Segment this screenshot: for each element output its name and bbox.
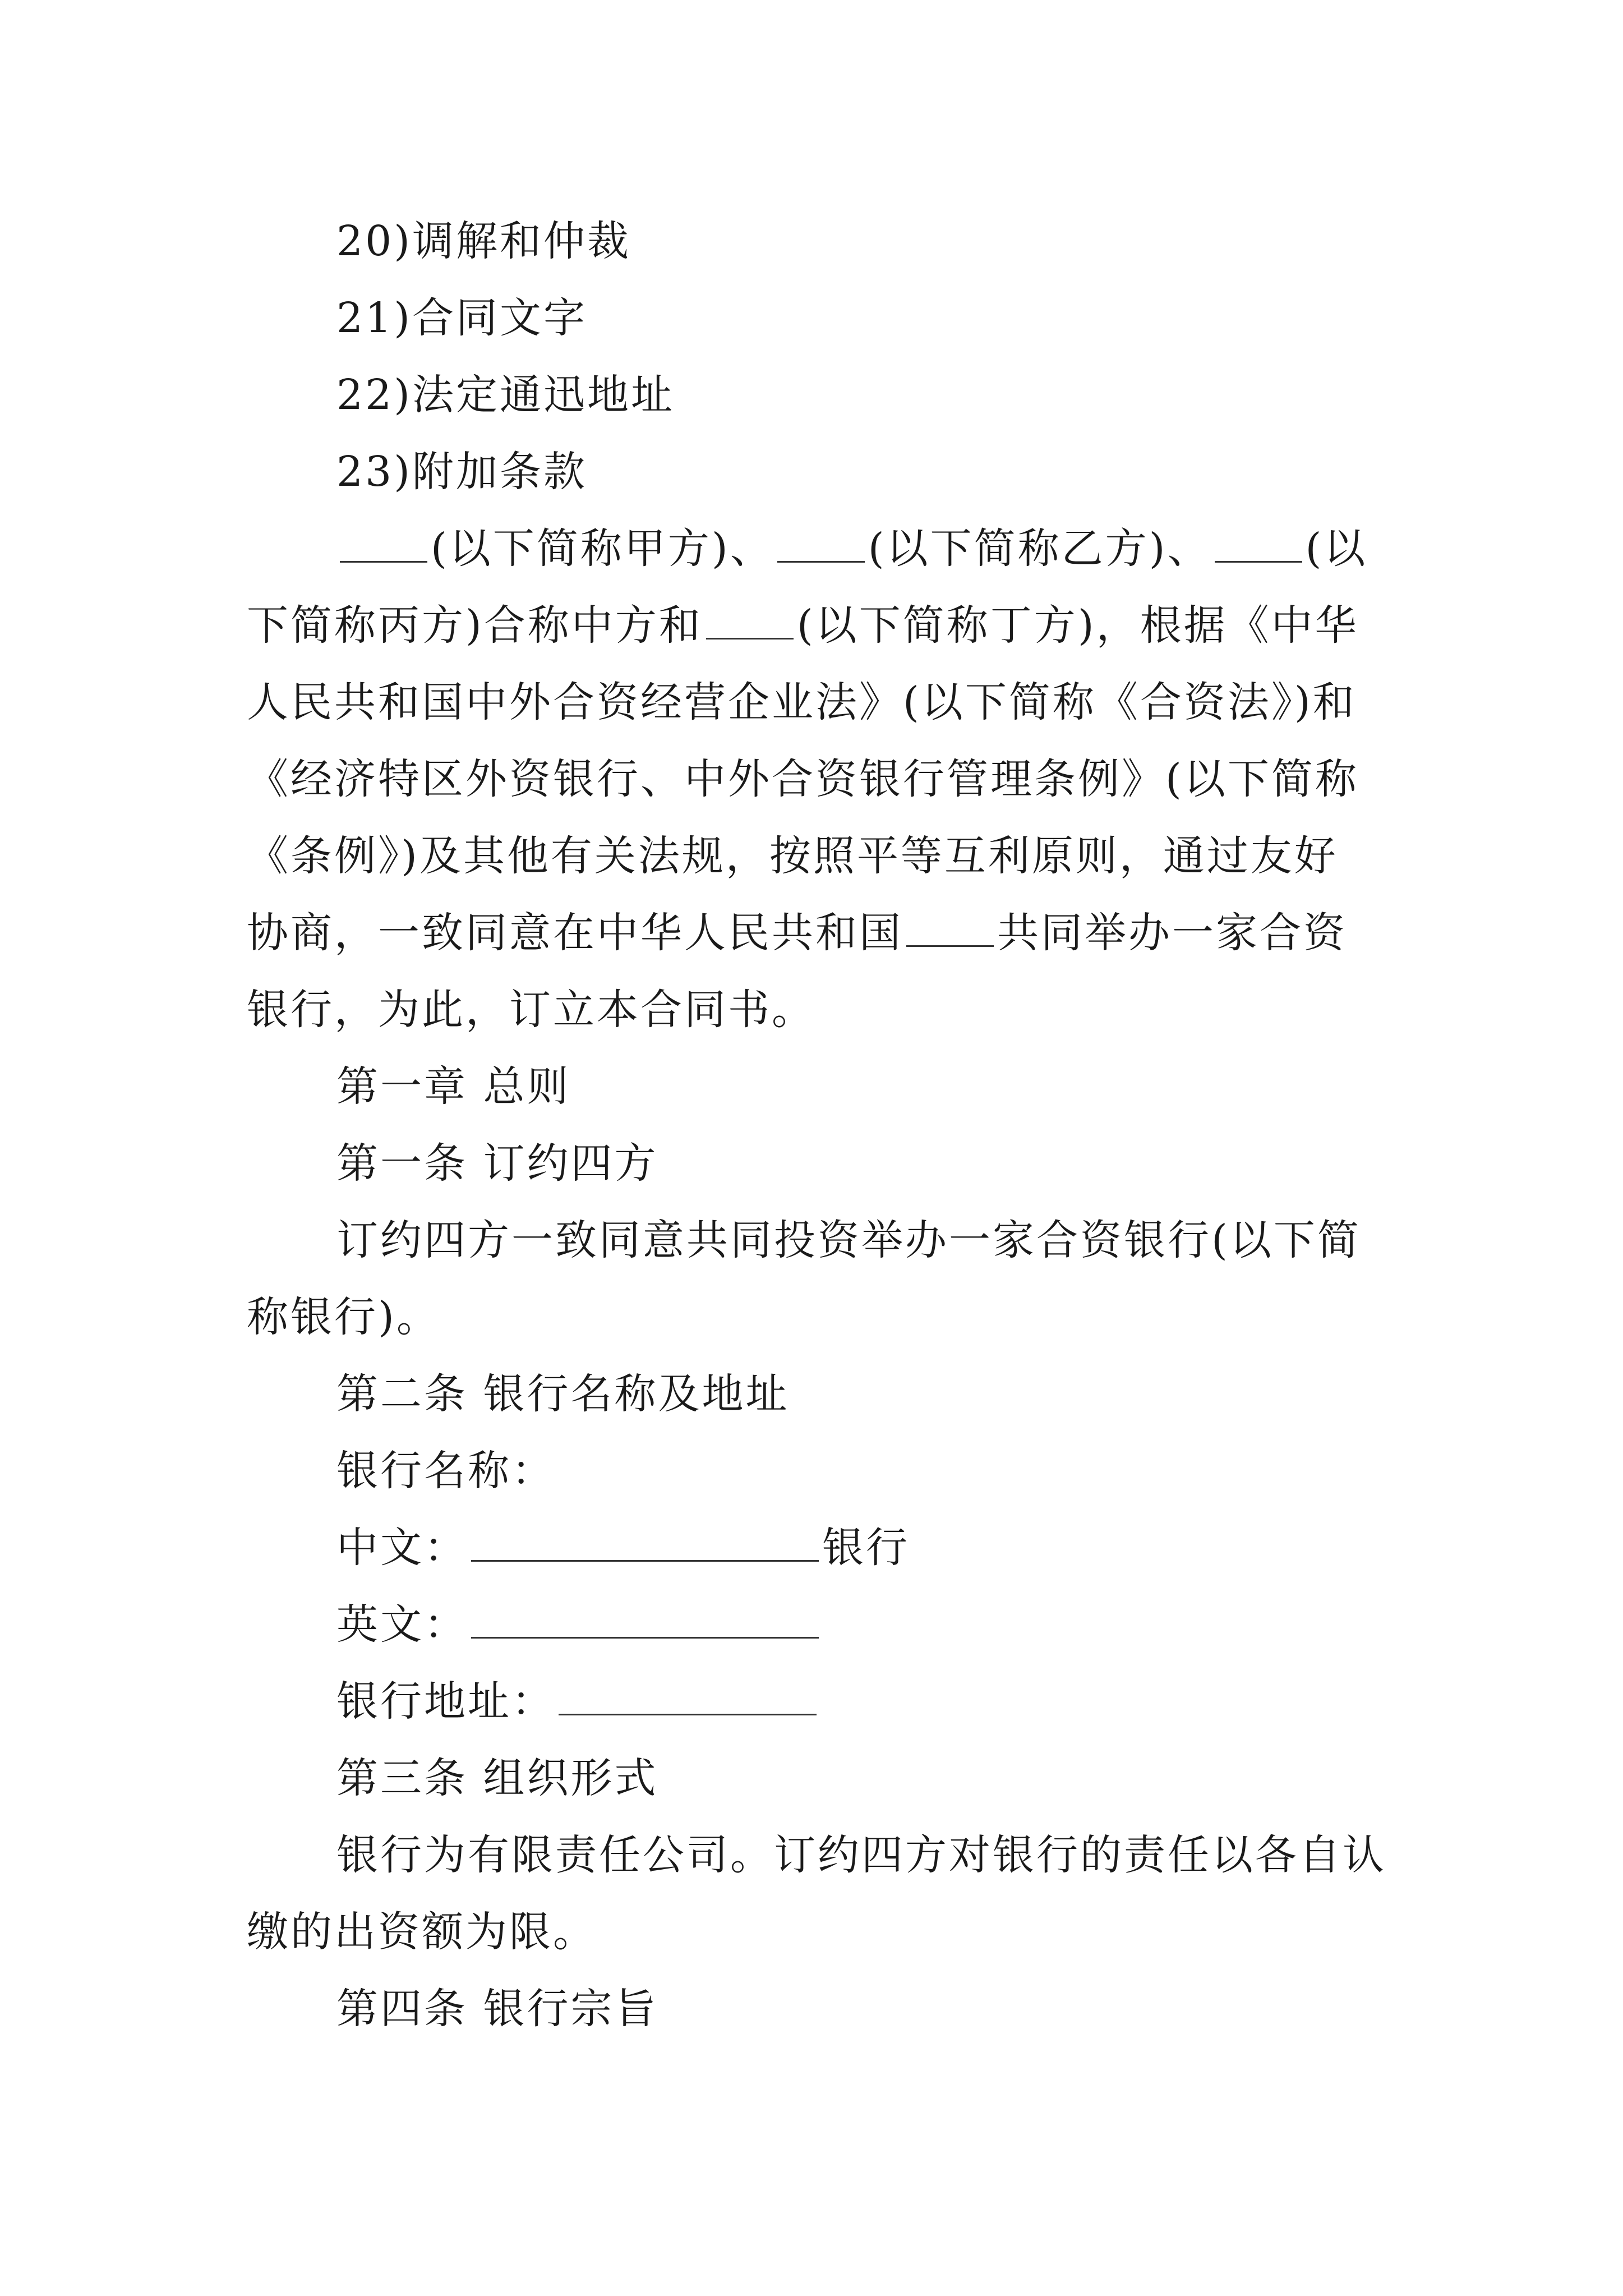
bank-name-chinese-row [336, 1510, 1469, 1586]
article-1-title: 第一条 订约四方 [336, 1139, 658, 1188]
location-blank [906, 908, 994, 947]
article-3-text: 银行为有限责任公司。订约四方对银行的责任以各自认 [336, 1831, 1386, 1879]
bank-address-blank [559, 1677, 817, 1715]
preamble-text: (以下简称乙方)、 [868, 524, 1211, 573]
preamble-line-6 [247, 895, 1380, 971]
chinese-name-suffix: 银行 [822, 1524, 910, 1572]
chinese-name-label: 中文： [336, 1524, 468, 1572]
preamble-text: 协商，一致同意在中华人民共和国 [247, 909, 903, 957]
preamble-line-2 [247, 587, 1380, 664]
toc-item-20: 20)调解和仲裁 [336, 217, 631, 265]
article-3-text: 缴的出资额为限。 [247, 1908, 597, 1956]
chinese-name-blank [471, 1523, 819, 1562]
preamble-text: 下简称丙方)合称中方和 [247, 601, 703, 650]
bank-address-row [336, 1663, 1469, 1740]
article-3-title: 第三条 组织形式 [336, 1754, 658, 1802]
preamble-text: (以下简称甲方)、 [431, 524, 774, 573]
toc-item-23: 23)附加条款 [336, 448, 588, 496]
bank-address-label: 银行地址： [336, 1677, 555, 1726]
preamble-line-5: 《条例》)及其他有关法规，按照平等互利原则，通过友好 [247, 832, 1338, 880]
english-name-blank [471, 1600, 819, 1639]
toc-item-21: 21)合同文字 [336, 294, 588, 342]
article-4-title: 第四条 银行宗旨 [336, 1985, 658, 2033]
bank-name-english-row [336, 1586, 1469, 1663]
preamble-line-4: 《经济特区外资银行、中外合资银行管理条例》(以下简称 [247, 755, 1359, 803]
party-d-blank [706, 601, 794, 639]
preamble-text: 共同举办一家合资 [997, 909, 1347, 957]
toc-item-22: 22)法定通迅地址 [336, 371, 675, 419]
article-2-title: 第二条 银行名称及地址 [336, 1370, 790, 1418]
article-1-text: 称银行)。 [247, 1293, 440, 1341]
english-name-label: 英文： [336, 1600, 468, 1649]
preamble-line-1 [336, 510, 1469, 587]
preamble-text: (以 [1305, 524, 1368, 573]
article-1-text: 订约四方一致同意共同投资举办一家合资银行(以下简 [336, 1216, 1361, 1264]
party-b-blank [777, 524, 865, 563]
preamble-line-7: 银行，为此，订立本合同书。 [247, 986, 815, 1034]
preamble-text: (以下简称丁方)，根据《中华 [796, 601, 1359, 650]
chapter-title: 第一章 总则 [336, 1062, 571, 1111]
bank-name-label: 银行名称： [336, 1447, 555, 1495]
preamble-line-3: 人民共和国中外合资经营企业法》(以下简称《合资法》)和 [247, 678, 1357, 726]
party-a-blank [340, 524, 427, 563]
party-c-blank [1215, 524, 1302, 563]
